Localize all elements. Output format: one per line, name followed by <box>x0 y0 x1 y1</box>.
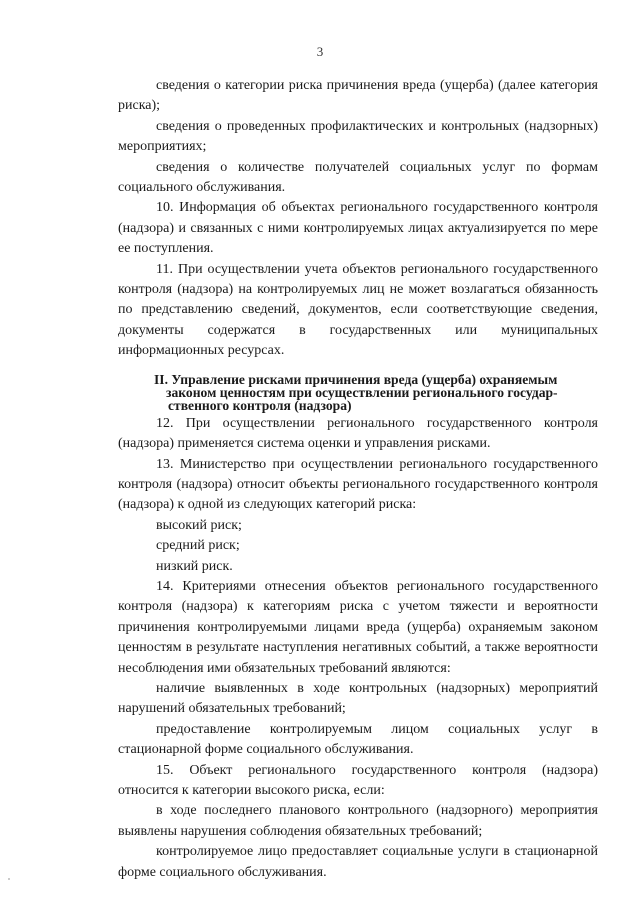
paragraph-preventive-measures-info: сведения о проведенных профилактических и контрольных (надзорных) мероприятиях; <box>118 118 598 155</box>
scan-speck <box>8 878 10 880</box>
list-item-low-risk: низкий риск. <box>156 558 233 574</box>
criteria-stationary-services: предоставление контролируемым лицом социальных услуг в стационарной форме социального обслуживания. <box>118 721 598 758</box>
paragraph-11: 11. При осуществлении учета объектов регионального государственного контроля (надзора) на контролируемых лиц не может возлагаться обязанность по представлению сведений, документов, если соответствующие сведения, документы содержатся в государственных или муниципальных информационных ресурсах. <box>118 261 598 359</box>
section-heading-line2: законом ценностям при осуществлении регионального государ-ственного контроля (надзора) <box>166 384 558 413</box>
paragraph-15: 15. Объект регионального государственного контроля (надзора) относится к категории высокого риска, если: <box>118 762 598 798</box>
document-body <box>118 76 598 883</box>
paragraph-13: 13. Министерство при осуществлении регионального государственного контроля (надзора) относит объекты регионального государственного контроля (надзора) к одной из следующих категорий риска: <box>118 456 598 513</box>
criteria-violations: наличие выявленных в ходе контрольных (надзорных) мероприятий нарушений обязательных требований; <box>118 680 598 717</box>
condition-stationary-services: контролируемое лицо предоставляет социальные услуги в стационарной форме социального обслуживания. <box>118 844 598 880</box>
list-item-medium-risk: средний риск; <box>156 538 240 554</box>
section-heading-ii <box>118 373 598 412</box>
paragraph-recipients-count-info: сведения о количестве получателей социальных услуг по формам социального обслуживания. <box>118 159 598 196</box>
list-item-high-risk: высокий риск; <box>156 517 242 533</box>
page-number: 3 <box>316 44 324 59</box>
paragraph-12: 12. При осуществлении регионального государственного контроля (надзора) применяется система оценки и управления рисками. <box>118 415 598 452</box>
condition-violations-found: в ходе последнего планового контрольного (надзорного) мероприятия выявлены нарушения соблюдения обязательных требований; <box>118 803 598 839</box>
paragraph-10: 10. Информация об объектах регионального государственного контроля (надзора) и связанных с ними контролируемых лицах актуализируется по мере ее поступления. <box>118 200 598 257</box>
section-heading-line1: II. Управление рисками причинения вреда (ущерба) охраняемым <box>154 371 558 387</box>
paragraph-14: 14. Критериями отнесения объектов регионального государственного контроля (надзора) к категориям риска с учетом тяжести и вероятности причинения контролируемыми лицами вреда (ущерба) охраняемым законом ценностям в результате наступления негативных событий, а также вероятности несоблюдения ими обязательных требований являются: <box>118 578 598 676</box>
paragraph-risk-category-info: сведения о категории риска причинения вреда (ущерба) (далее категория риска); <box>118 78 598 114</box>
